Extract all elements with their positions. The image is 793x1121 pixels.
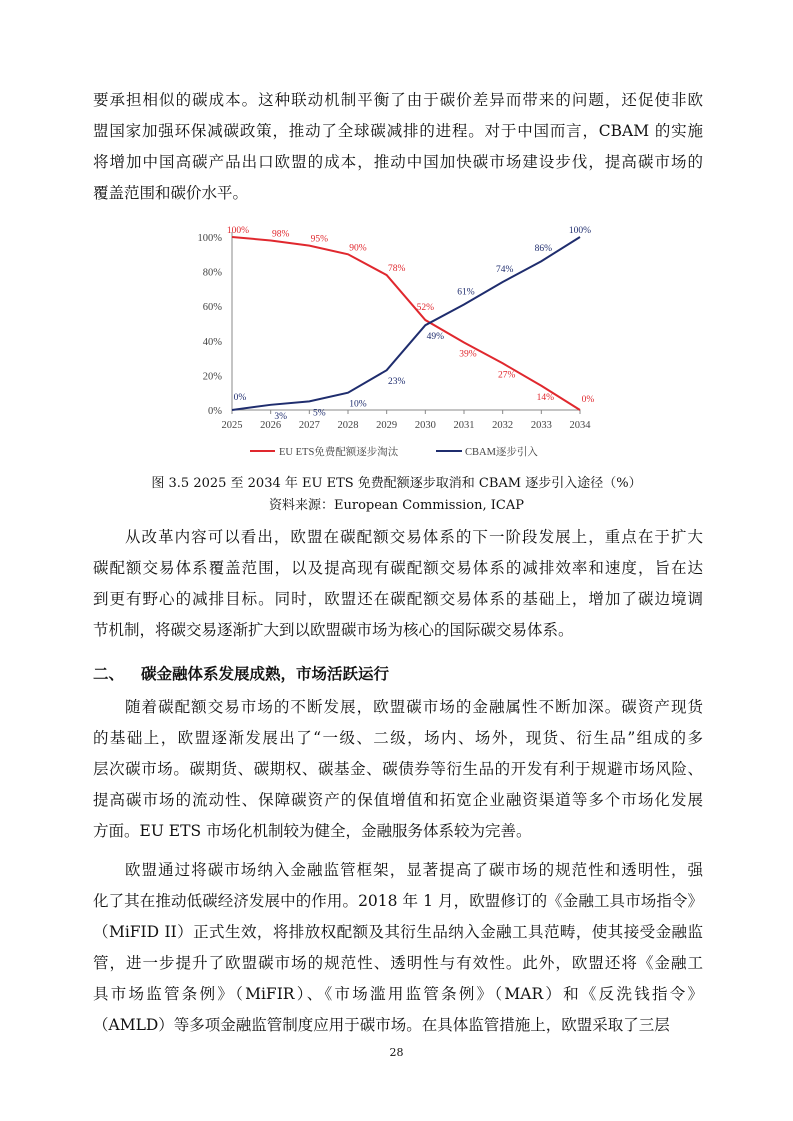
heading-number: 二、 <box>93 665 125 683</box>
x-tick-label: 2028 <box>337 420 359 431</box>
data-label: 0% <box>581 395 595 405</box>
y-tick-label: 20% <box>202 371 222 383</box>
figure-caption: 图 3.5 2025 至 2034 年 EU ETS 免费配额逐步取消和 CBAM 逐步引入途径（%） <box>151 476 642 491</box>
text-line: 从改革内容可以看出，欧盟在碳配额交易体系的下一阶段发展上，重点在于扩大 <box>125 528 703 546</box>
text-line: 到更有野心的减排目标。同时，欧盟还在碳配额交易体系的基础上，增加了碳边境调 <box>93 590 703 608</box>
text-line: 的基础上，欧盟逐渐发展出了“一级、二级，场内、场外，现货、衍生品”组成的多 <box>93 729 703 747</box>
text-line: 化了其在推动低碳经济发展中的作用。2018 年 1 月，欧盟修订的《金融工具市场指令》 <box>93 892 703 910</box>
legend-label: EU ETS免费配额逐步淘汰 <box>279 447 399 458</box>
line-chart <box>0 0 793 470</box>
data-label: 10% <box>349 399 367 410</box>
x-tick-label: 2029 <box>376 420 398 431</box>
data-label: 98% <box>271 229 290 240</box>
text-line: 节机制，将碳交易逐渐扩大到以欧盟碳市场为核心的国际碳交易体系。 <box>93 621 574 639</box>
text-line: 盟国家加强环保减碳政策，推动了全球碳减排的进程。对于中国而言，CBAM 的实施 <box>93 122 703 140</box>
data-label: 27% <box>497 370 516 381</box>
data-label: 14% <box>536 392 555 403</box>
x-tick-label: 2034 <box>569 420 591 431</box>
y-tick-label: 60% <box>202 302 222 314</box>
data-label: 74% <box>495 264 514 275</box>
text-line: 管，进一步提升了欧盟碳市场的规范性、透明性与有效性。此外，欧盟还将《金融工 <box>93 954 703 972</box>
text-line: 层次碳市场。碳期货、碳期权、碳基金、碳债券等衍生品的开发有利于规避市场风险、 <box>93 760 703 778</box>
data-label: 49% <box>426 332 445 343</box>
x-tick-label: 2025 <box>221 420 243 431</box>
section-heading <box>93 662 389 684</box>
data-label: 61% <box>457 287 475 298</box>
y-tick-label: 80% <box>202 267 222 279</box>
data-label: 39% <box>459 349 477 360</box>
data-label: 90% <box>349 243 367 254</box>
text-line: 欧盟通过将碳市场纳入金融监管框架，显著提高了碳市场的规范性和透明性，强 <box>125 861 703 879</box>
x-tick-label: 2026 <box>260 420 282 431</box>
data-label: 95% <box>310 234 329 245</box>
data-label: 23% <box>387 377 406 388</box>
text-line: （MiFID II）正式生效，将排放权配额及其衍生品纳入金融工具范畴，使其接受金融监 <box>93 923 703 941</box>
data-label: 100% <box>568 226 592 236</box>
page-number: 28 <box>389 1046 404 1059</box>
text-line: 方面。EU ETS 市场化机制较为健全，金融服务体系较为完善。 <box>93 822 532 840</box>
x-tick-label: 2033 <box>530 420 552 431</box>
y-tick-label: 100% <box>197 233 222 244</box>
figure-source: 资料来源：European Commission, ICAP <box>269 498 524 513</box>
text-line: （AMLD）等多项金融监管制度应用于碳市场。在具体监管措施上，欧盟采取了三层 <box>93 1016 670 1034</box>
data-label: 86% <box>534 244 553 255</box>
text-line: 将增加中国高碳产品出口欧盟的成本，推动中国加快碳市场建设步伐，提高碳市场的 <box>93 153 703 171</box>
x-tick-label: 2027 <box>298 420 320 431</box>
x-tick-label: 2031 <box>453 420 475 431</box>
x-tick-label: 2032 <box>492 420 514 431</box>
data-label: 78% <box>387 264 406 275</box>
legend-label: CBAM逐步引入 <box>465 447 538 458</box>
data-label: 3% <box>274 411 288 422</box>
paragraph <box>93 855 703 1041</box>
text-line: 覆盖范围和碳价水平。 <box>93 184 249 202</box>
paragraph <box>93 522 703 646</box>
x-tick-label: 2030 <box>414 420 436 431</box>
text-line: 碳配额交易体系覆盖范围，以及提高现有碳配额交易体系的减排效率和速度，旨在达 <box>93 559 703 577</box>
data-label: 5% <box>312 408 326 419</box>
heading-title: 碳金融体系发展成熟，市场活跃运行 <box>141 665 390 683</box>
data-label: 52% <box>416 303 435 314</box>
text-line: 要承担相似的碳成本。这种联动机制平衡了由于碳价差异而带来的问题，还促使非欧 <box>93 91 703 109</box>
y-tick-label: 0% <box>208 406 222 417</box>
y-tick-label: 40% <box>202 336 222 348</box>
text-line: 提高碳市场的流动性、保障碳资产的保值增值和拓宽企业融资渠道等多个市场化发展 <box>93 791 703 809</box>
data-label: 100% <box>226 226 250 236</box>
data-label: 0% <box>233 393 247 403</box>
paragraph <box>93 692 703 847</box>
text-line: 具市场监管条例》（MiFIR）、《市场滥用监管条例》（MAR）和《反洗钱指令》 <box>93 985 703 1003</box>
text-line: 随着碳配额交易市场的不断发展，欧盟碳市场的金融属性不断加深。碳资产现货 <box>125 698 703 716</box>
